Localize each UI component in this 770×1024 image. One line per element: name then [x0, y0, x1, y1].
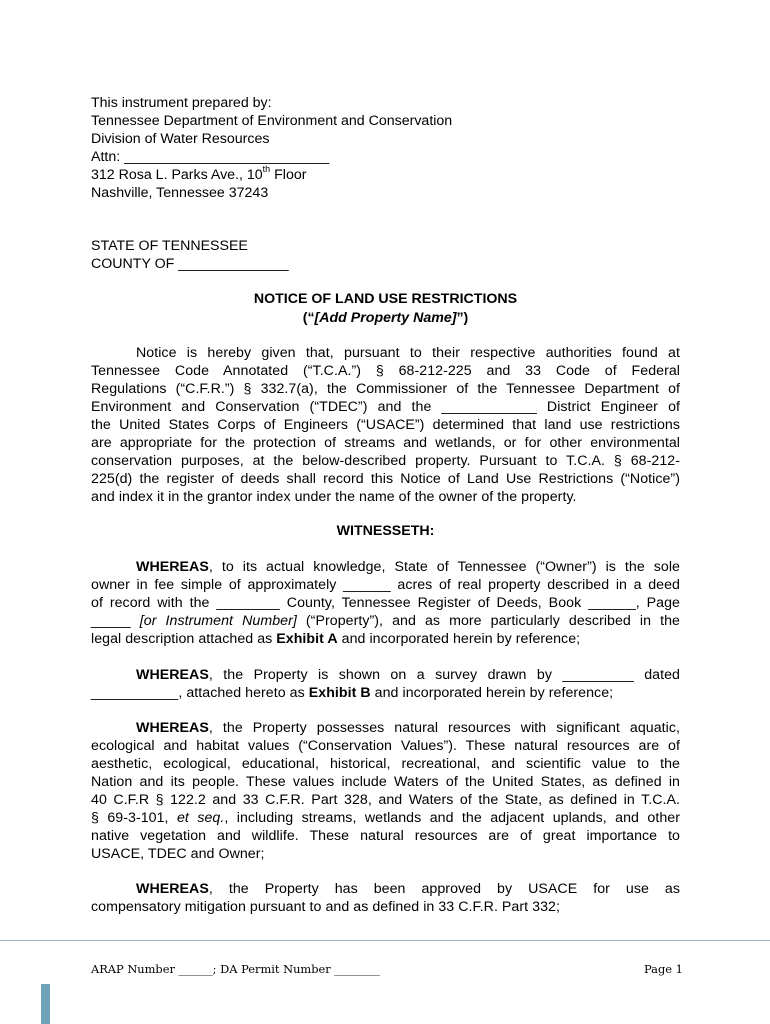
notice-line: Tennessee Code Annotated (“T.C.A.”) § 68-212-225 and 33 Code of Federal	[91, 363, 680, 379]
footer-accent-bar	[41, 984, 50, 1024]
address-superscript: th	[262, 164, 271, 175]
property-name-placeholder: [Add Property Name]	[314, 310, 457, 326]
instrument-number-placeholder: [or Instrument Number]	[139, 613, 297, 629]
whereas-text: , including streams, wetlands and the adjacent uplands, and other	[224, 810, 680, 826]
page-number: Page 1	[644, 962, 683, 976]
whereas-1-line	[91, 558, 680, 576]
city-line: Nashville, Tennessee 37243	[91, 185, 269, 201]
department-name: Tennessee Department of Environment and Conservation	[91, 113, 453, 129]
witnesseth-heading: WITNESSETH:	[336, 523, 435, 539]
quote-close: ”)	[456, 310, 469, 326]
notice-line: 225(d) the register of deeds shall record this Notice of Land Use Restrictions (“Notice”)	[91, 471, 680, 487]
footer-permit-numbers: ARAP Number ______; DA Permit Number ________	[91, 962, 380, 976]
whereas-3-line: USACE, TDEC and Owner;	[91, 846, 265, 862]
whereas-text: ___________, attached hereto as	[91, 685, 309, 701]
whereas-3-line: Nation and its people. These values include Waters of the United States, as defined in	[91, 774, 680, 790]
whereas-text: § 69-3-101,	[91, 810, 177, 826]
notice-line	[91, 344, 680, 362]
whereas-text: (“Property”), and as more particularly described in the	[296, 613, 680, 629]
whereas-3-line: ecological and habitat values (“Conservation Values”). These natural resources are of	[91, 738, 680, 754]
property-name-line	[91, 309, 680, 327]
whereas-text: , the Property possesses natural resources with significant aquatic,	[208, 720, 680, 736]
whereas-label: WHEREAS	[136, 881, 209, 897]
et-seq: et seq.	[176, 810, 225, 826]
whereas-3-line: 40 C.F.R § 122.2 and 33 C.F.R. Part 328, and Waters of the State, as defined in T.C.A.	[91, 792, 680, 808]
prepared-by: This instrument prepared by:	[91, 95, 272, 111]
whereas-1-line	[91, 630, 680, 648]
notice-line: and index it in the grantor index under the name of the owner of the property.	[91, 489, 577, 505]
footer-divider	[0, 940, 770, 941]
notice-line-text: Notice is hereby given that, pursuant to their respective authorities found at	[136, 345, 680, 361]
whereas-3-line: native vegetation and wildlife. These natural resources are of great importance to	[91, 828, 680, 844]
notice-line: Regulations (“C.F.R.”) § 332.7(a), the Commissioner of the Tennessee Department of	[91, 381, 680, 397]
whereas-1-line: of record with the ________ County, Tennessee Register of Deeds, Book ______, Page	[91, 595, 680, 611]
whereas-label: WHEREAS	[136, 667, 209, 683]
whereas-3-line: aesthetic, ecological, educational, historical, recreational, and scientific value to the	[91, 756, 680, 772]
address-floor: Floor	[270, 167, 307, 183]
notice-title: NOTICE OF LAND USE RESTRICTIONS	[253, 291, 518, 307]
whereas-label: WHEREAS	[136, 559, 209, 575]
county-line: COUNTY OF ______________	[91, 256, 289, 272]
whereas-2-line	[91, 684, 680, 702]
whereas-4-line: compensatory mitigation pursuant to and as defined in 33 C.F.R. Part 332;	[91, 899, 560, 915]
notice-line: Environment and Conservation (“TDEC”) and the ____________ District Engineer of	[91, 399, 680, 415]
whereas-text: legal description attached as	[91, 631, 277, 647]
whereas-1-line	[91, 612, 680, 630]
state-line: STATE OF TENNESSEE	[91, 238, 248, 254]
whereas-label: WHEREAS	[136, 720, 209, 736]
whereas-3-line	[91, 719, 680, 737]
whereas-4-line	[91, 880, 680, 898]
whereas-text: and incorporated herein by reference;	[370, 685, 614, 701]
notice-line: the United States Corps of Engineers (“USACE”) determined that land use restrictions	[91, 417, 680, 433]
whereas-text: and incorporated herein by reference;	[337, 631, 581, 647]
whereas-text: , the Property is shown on a survey drawn by _________ dated	[208, 667, 680, 683]
quote-open: (“	[302, 310, 315, 326]
whereas-1-line: owner in fee simple of approximately ______ acres of real property described in a deed	[91, 577, 680, 593]
address-line	[91, 166, 306, 184]
notice-line: are appropriate for the protection of streams and wetlands, or for other environmental	[91, 435, 680, 451]
whereas-2-line	[91, 666, 680, 684]
exhibit-b-ref: Exhibit B	[308, 685, 371, 701]
address-street: 312 Rosa L. Parks Ave., 10	[91, 167, 263, 183]
whereas-text: , to its actual knowledge, State of Tennessee (“Owner”) is the sole	[208, 559, 680, 575]
whereas-text: , the Property has been approved by USACE for use as	[208, 881, 680, 897]
page-blank: _____	[91, 613, 140, 629]
notice-line: conservation purposes, at the below-described property. Pursuant to T.C.A. § 68-212-	[91, 453, 680, 469]
attn-line: Attn: __________________________	[91, 149, 330, 165]
whereas-3-line	[91, 809, 680, 827]
exhibit-a-ref: Exhibit A	[276, 631, 338, 647]
division-name: Division of Water Resources	[91, 131, 270, 147]
